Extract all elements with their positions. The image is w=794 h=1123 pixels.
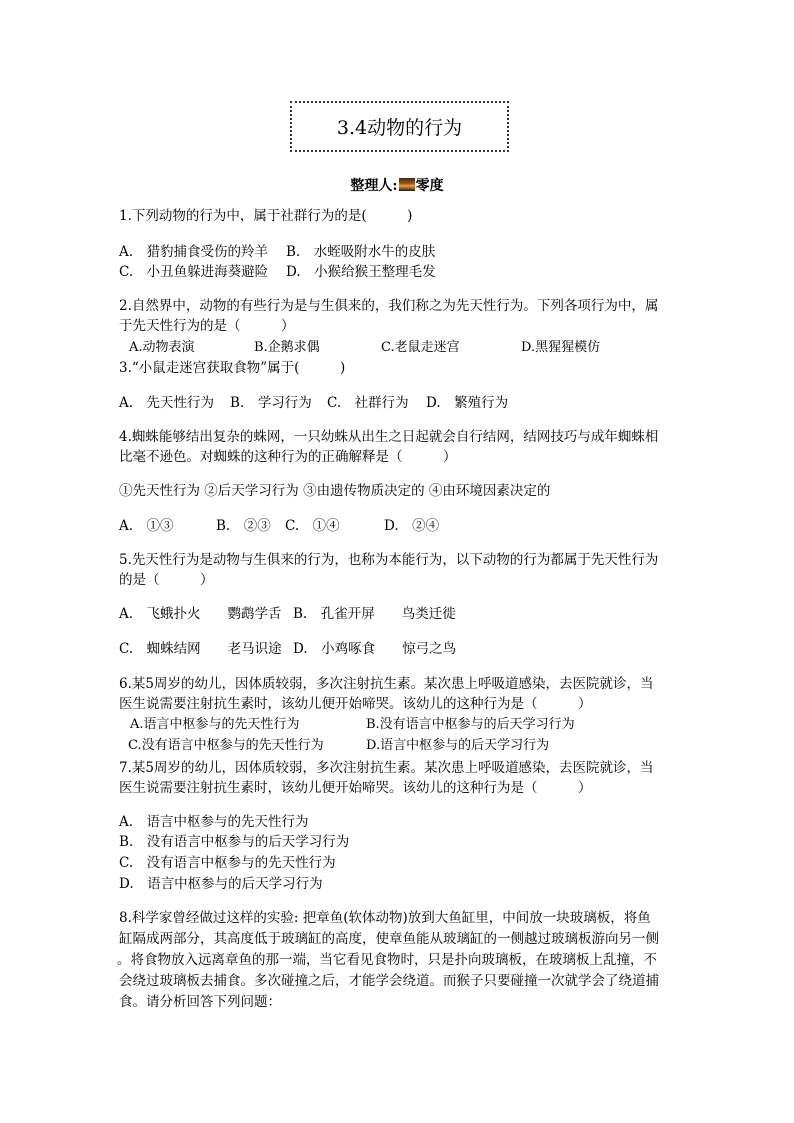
q7-stem-line1: 7.某5周岁的幼儿，因体质较弱，多次注射抗生素。某次患上呼吸道感染，去医院就诊，当 <box>119 760 654 776</box>
q8-line1: 8.科学家曾经做过这样的实验: 把章鱼(软体动物)放到大鱼缸里，中间放一块玻璃板，将鱼 <box>119 910 651 926</box>
q7-option-d: D. 语言中枢参与的后天学习行为 <box>119 876 323 892</box>
q2-stem-line1: 2.自然界中，动物的有些行为是与生俱来的，我们称之为先天性行为。下列各项行为中，属 <box>119 298 659 314</box>
q1-option-b: B. 水蛭吸附水牛的皮肤 <box>286 244 436 260</box>
q5-option-a: A. 飞蛾扑火 鹦鹉学舌 <box>119 606 282 622</box>
q5-stem-line1: 5.先天性行为是动物与生俱来的行为，也称为本能行为，以下动物的行为都属于先天性行为 <box>119 552 659 568</box>
q5-stem-line2: 的是（ ） <box>119 572 214 588</box>
q3-option-d: D. 繁殖行为 <box>426 395 509 411</box>
q1-stem: 1.下列动物的行为中，属于社群行为的是( ) <box>119 208 413 224</box>
q5-option-c: C. 蜘蛛结网 老马识途 <box>119 641 282 657</box>
q8-line5: 食。请分析回答下列问题： <box>119 994 281 1010</box>
q3-option-c: C. 社群行为 <box>327 395 409 411</box>
q2-option-b: B.企鹅求偶 <box>254 340 320 355</box>
q3-options <box>119 394 509 412</box>
q5-options-row2 <box>119 640 457 658</box>
q6-options-row2 <box>128 737 550 755</box>
q7-option-c: C. 没有语言中枢参与的先天性行为 <box>119 855 336 871</box>
q1-option-c: C. 小丑鱼躲进海葵避险 <box>119 264 269 280</box>
q4-option-d: D. ②④ <box>384 518 440 534</box>
q6-options-row1 <box>130 716 575 734</box>
q6-option-a: A.语言中枢参与的先天性行为 <box>130 717 300 732</box>
q3-option-b: B. 学习行为 <box>230 395 312 411</box>
q4-statements: ①先天性行为 ②后天学习行为 ③由遗传物质决定的 ④由环境因素决定的 <box>119 483 551 499</box>
q7-option-b: B. 没有语言中枢参与的后天学习行为 <box>119 834 350 850</box>
q4-stem-line1: 4.蜘蛛能够结出复杂的蛛网，一只幼蛛从出生之日起就会自行结网，结网技巧与成年蜘蛛相 <box>119 429 659 445</box>
q3-option-a: A. 先天性行为 <box>119 395 215 411</box>
q2-options <box>129 339 601 357</box>
q8-line3: 。将食物放入远离章鱼的那一端，当它看见食物时，只是扑向玻璃板，在玻璃板上乱撞，不 <box>117 952 657 968</box>
q5-options-row1 <box>119 605 456 623</box>
q5-option-b: B. 孔雀开屏 鸟类迁徙 <box>293 606 456 622</box>
q4-stem-line2: 比毫不逊色。对蜘蛛的这种行为的正确解释是（ ） <box>119 449 457 465</box>
q6-option-c: C.没有语言中枢参与的先天性行为 <box>128 738 324 753</box>
q4-option-c: C. ①④ <box>285 518 340 534</box>
author-avatar-icon <box>399 178 415 191</box>
q5-option-d: D. 小鸡啄食 惊弓之鸟 <box>293 641 457 657</box>
q2-option-c: C.老鼠走迷宫 <box>381 340 460 355</box>
q2-option-a: A.动物表演 <box>129 340 195 355</box>
page-title: 3.4动物的行为 <box>336 117 463 139</box>
author-line <box>0 175 794 195</box>
q6-stem-line2: 医生说需要注射抗生素时，该幼儿便开始啼哭。该幼儿的这种行为是（ ） <box>119 696 592 712</box>
author-prefix: 整理人: <box>350 178 398 194</box>
q6-stem-line1: 6.某5周岁的幼儿，因体质较弱，多次注射抗生素。某次患上呼吸道感染，去医院就诊，当 <box>119 676 654 692</box>
q4-options <box>119 517 440 535</box>
q2-stem-line2: 于先天性行为的是（ ） <box>119 318 295 334</box>
q8-line4: 会绕过玻璃板去捕食。多次碰撞之后，才能学会绕道。而猴子只要碰撞一次就学会了绕道捕 <box>119 973 659 989</box>
q1-options-row1 <box>119 243 436 261</box>
q1-options-row2 <box>119 263 436 281</box>
title-box <box>290 101 509 152</box>
q2-option-d: D.黑猩猩模仿 <box>521 340 601 355</box>
q6-option-d: D.语言中枢参与的后天学习行为 <box>366 738 550 753</box>
q8-line2: 缸隔成两部分，其高度低于玻璃缸的高度，使章鱼能从玻璃缸的一侧越过玻璃板游向另一侧 <box>119 931 659 947</box>
q7-stem-line2: 医生说需要注射抗生素时，该幼儿便开始啼哭。该幼儿的这种行为是（ ） <box>119 780 592 796</box>
q6-option-b: B.没有语言中枢参与的后天学习行为 <box>366 717 575 732</box>
q4-option-b: B. ②③ <box>216 518 271 534</box>
q1-option-d: D. 小猴给猴王整理毛发 <box>286 264 436 280</box>
q1-option-a: A. 猎豹捕食受伤的羚羊 <box>119 244 269 260</box>
q3-stem: 3.“小鼠走迷宫获取食物”属于( ) <box>119 360 346 376</box>
q4-option-a: A. ①③ <box>119 518 174 534</box>
q7-option-a: A. 语言中枢参与的先天性行为 <box>119 814 309 830</box>
author-name: 零度 <box>415 178 444 194</box>
